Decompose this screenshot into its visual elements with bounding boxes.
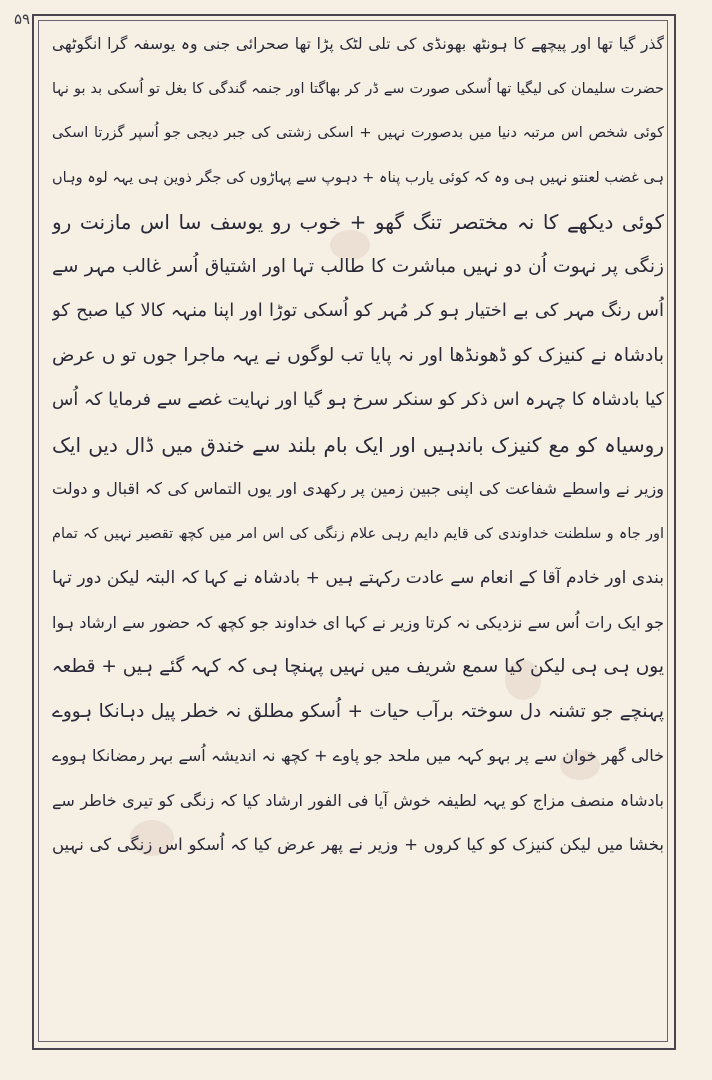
text-line: بادشاہ منصف مزاج کو یہہ لطیفہ خوش آیا فی الفور ارشاد کیا کہ زنگی کو تیری خاطر سے xyxy=(52,790,664,810)
text-line: روسیاہ کو مع کنیزک باندہیں اور ایک بام بلند سے خندق میں ڈال دیں ایک xyxy=(52,432,664,457)
text-line: بندی اور خادم آقا کے انعام سے عادت رکہتے ہیں + بادشاہ نے کہا کہ البتہ لیکن دور تہا xyxy=(52,568,664,588)
text-line: کیا بادشاہ کا چہرہ اس ذکر کو سنکر سرخ ہو گیا اور نہایت غصے سے فرمایا کہ اُس xyxy=(52,390,664,410)
text-line: کوئی دیکھے کا نہ مختصر تنگ گھو + خوب رو یوسف سا اس مازنت رو xyxy=(52,210,664,234)
text-line: یوں ہی ہی لیکن کیا سمع شریف میں نہیں پہنچا ہی کہ کہہ گئے ہیں + قطعہ xyxy=(52,656,664,677)
text-line: اُس رنگ مہر کی بے اختیار ہو کر مُہر کو اُسکی توڑا اور اپنا منہہ کالا کیا صبح کو xyxy=(52,300,664,321)
text-line: حضرت سلیمان کی لیگیا تھا اُسکی صورت سے ڈر کر بھاگتا اور جنمہ گندگی کا بغل تو اُسکی بد بو نہا xyxy=(52,80,664,97)
page-number: ۵۹ xyxy=(14,10,31,28)
text-line: گذر گیا تھا اور پیچھے کا ہونٹھ بھونڈی کی تلی لٹک پڑا تھا صحرائی جنی وہ یوسفہ گرا انگوٹھی xyxy=(52,35,664,53)
text-line: جو ایک رات اُس سے نزدیکی نہ کرتا وزیر نے کہا ای خداوند جو کچھ کہ حضور سے ارشاد ہوا xyxy=(52,612,664,632)
text-line: اور جاہ و سلطنت خداوندی کی قایم دایم رہی علام زنگی کی اس امر میں کچھ تقصیر نہیں کہ تمام xyxy=(52,525,664,542)
text-line: بادشاہ نے کنیزک کو ڈھونڈھا اور نہ پایا تب لوگوں نے یہہ ماجرا جوں تو ں عرض xyxy=(52,344,664,366)
text-line: وزیر نے واسطے شفاعت کی اپنی جبین زمین پر رکھدی اور یوں التماس کی کہ اقبال و دولت xyxy=(52,479,664,498)
text-line: پہنچے جو تشنہ دل سوختہ برآب حیات + اُسکو مطلق نہ خطر پیل دہانکا ہووے xyxy=(52,700,664,722)
text-line: زنگی پر نہوت اُن دو نہیں مباشرت کا طالب تہا اور اشتیاق اُسر غالب مہر سے xyxy=(52,255,664,277)
text-line: ہی غضب لعنتو نہیں ہی وہ کہ کوئی یارب پناہ + دہوپ سے پہاڑوں کی جگر ذوین ہی یہہ لوہ وہاں xyxy=(52,169,664,186)
text-line: کوئی شخص اس مرتبہ دنیا میں بدصورت نہیں + اسکی زشتی کی جبر دیجی جو اُسپر گزرتا اسکی xyxy=(52,125,664,141)
text-line: خالی گھر خوان سے پر بہو کہہ میں ملحد جو پاوے + کچھ نہ اندیشہ اُسے بہر رمضانکا ہووے xyxy=(52,746,664,765)
manuscript-text xyxy=(52,22,664,868)
text-line: بخشا میں لیکن کنیزک کو کیا کروں + وزیر نے پھر عرض کیا کہ اُسکو اس زنگی کی نہیں xyxy=(52,835,664,854)
